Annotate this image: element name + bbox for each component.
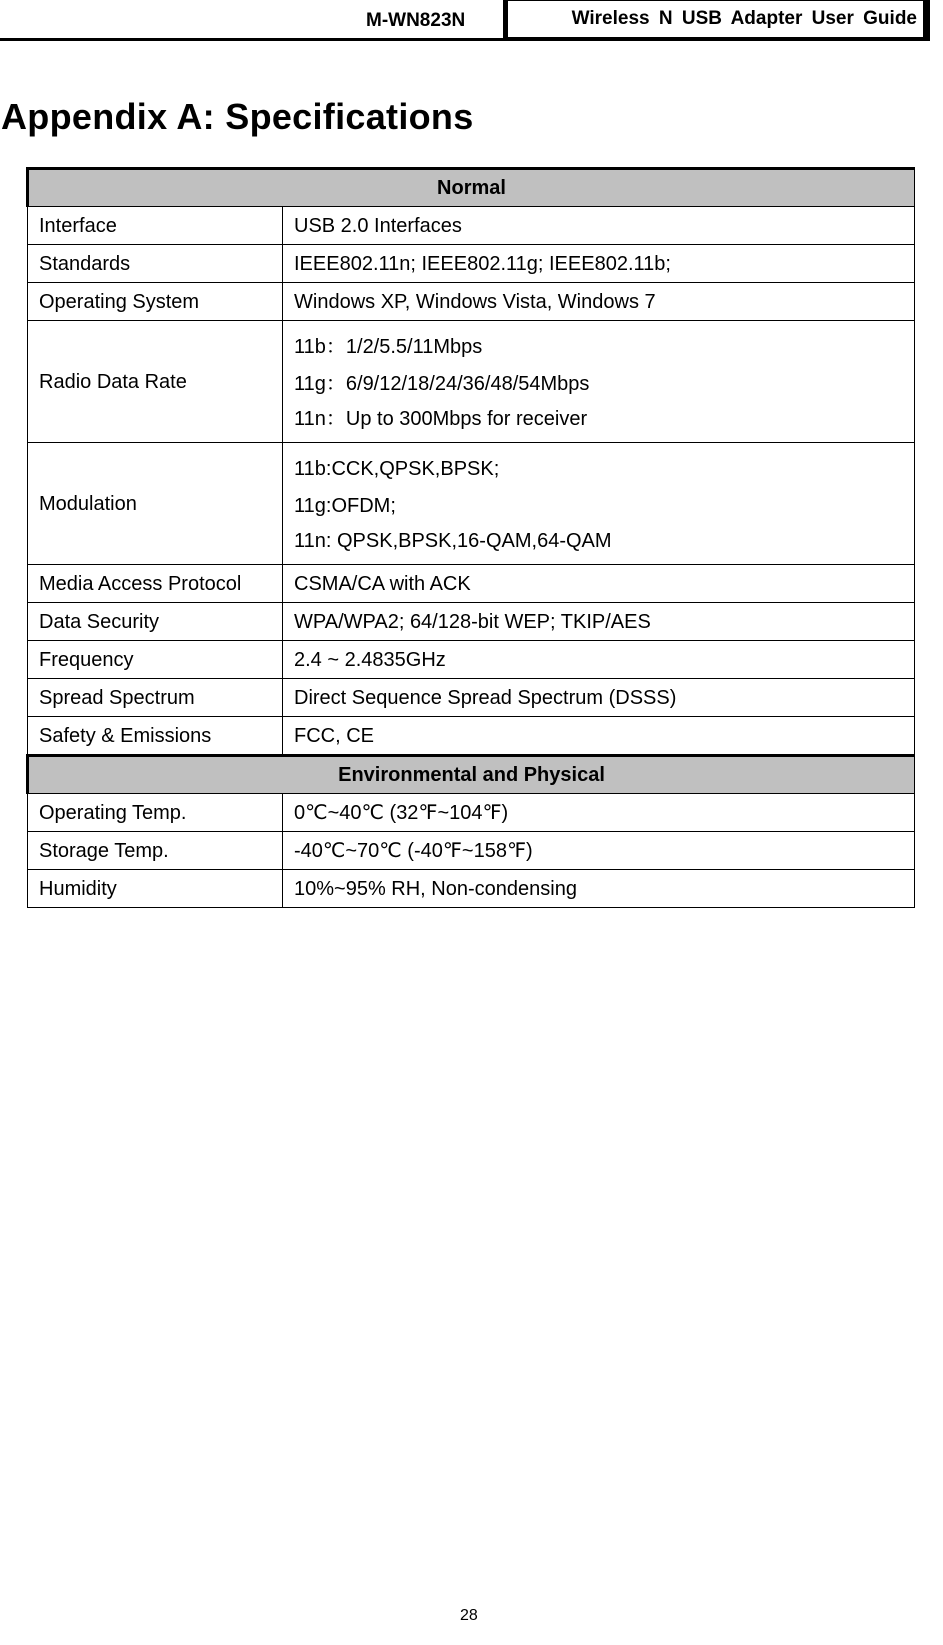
table-row: [28, 679, 915, 717]
table-row: [28, 443, 915, 565]
spec-value-line: 11b：1/2/5.5/11Mbps: [294, 335, 483, 358]
spec-label: Spread Spectrum: [28, 679, 283, 717]
spec-value: WPA/WPA2; 64/128-bit WEP; TKIP/AES: [283, 603, 915, 641]
spec-value: 10%~95% RH, Non-condensing: [283, 870, 915, 908]
spec-label: Operating System: [28, 283, 283, 321]
spec-value: USB 2.0 Interfaces: [283, 207, 915, 245]
page-number: 28: [460, 1607, 478, 1624]
spec-label: Media Access Protocol: [28, 565, 283, 603]
table-row: [28, 794, 915, 832]
table-row: [28, 641, 915, 679]
specifications-table: [26, 167, 915, 908]
table-row: [28, 321, 915, 443]
spec-value-line: 11b:CCK,QPSK,BPSK;: [294, 457, 500, 480]
section-header-environmental: [28, 756, 915, 794]
spec-label: Safety & Emissions: [28, 717, 283, 756]
table-row: [28, 283, 915, 321]
spec-label: Storage Temp.: [28, 832, 283, 870]
spec-label: Modulation: [28, 443, 283, 565]
table-row: [28, 870, 915, 908]
spec-value: Windows XP, Windows Vista, Windows 7: [283, 283, 915, 321]
spec-label: Humidity: [28, 870, 283, 908]
spec-label: Interface: [28, 207, 283, 245]
spec-label: Operating Temp.: [28, 794, 283, 832]
spec-value: CSMA/CA with ACK: [283, 565, 915, 603]
section-title: Environmental and Physical: [28, 756, 915, 794]
model-name: M-WN823N: [366, 10, 466, 31]
spec-value: -40℃~70℃ (-40℉~158℉): [283, 832, 915, 870]
spec-value: [283, 443, 915, 565]
spec-label: Data Security: [28, 603, 283, 641]
spec-value: Direct Sequence Spread Spectrum (DSSS): [283, 679, 915, 717]
table-row: [28, 565, 915, 603]
spec-value-line: 11g：6/9/12/18/24/36/48/54Mbps: [294, 372, 590, 395]
table-row: [28, 717, 915, 756]
spec-value-line: 11n: QPSK,BPSK,16-QAM,64-QAM: [294, 529, 612, 552]
table-row: [28, 603, 915, 641]
section-header-normal: [28, 169, 915, 207]
spec-value-line: 11g:OFDM;: [294, 494, 396, 517]
spec-label: Standards: [28, 245, 283, 283]
spec-label: Radio Data Rate: [28, 321, 283, 443]
guide-title-box: [503, 0, 930, 38]
spec-value: FCC, CE: [283, 717, 915, 756]
section-title: Normal: [28, 169, 915, 207]
page-title: Appendix A: Specifications: [1, 96, 474, 137]
table-row: [28, 245, 915, 283]
table-row: [28, 832, 915, 870]
spec-value: 0℃~40℃ (32℉~104℉): [283, 794, 915, 832]
spec-label: Frequency: [28, 641, 283, 679]
spec-value-line: 11n：Up to 300Mbps for receiver: [294, 407, 588, 430]
spec-value: 2.4 ~ 2.4835GHz: [283, 641, 915, 679]
spec-value: IEEE802.11n; IEEE802.11g; IEEE802.11b;: [283, 245, 915, 283]
page-header: [0, 0, 930, 41]
spec-value: [283, 321, 915, 443]
guide-title: Wireless N USB Adapter User Guide: [508, 1, 923, 37]
table-row: [28, 207, 915, 245]
